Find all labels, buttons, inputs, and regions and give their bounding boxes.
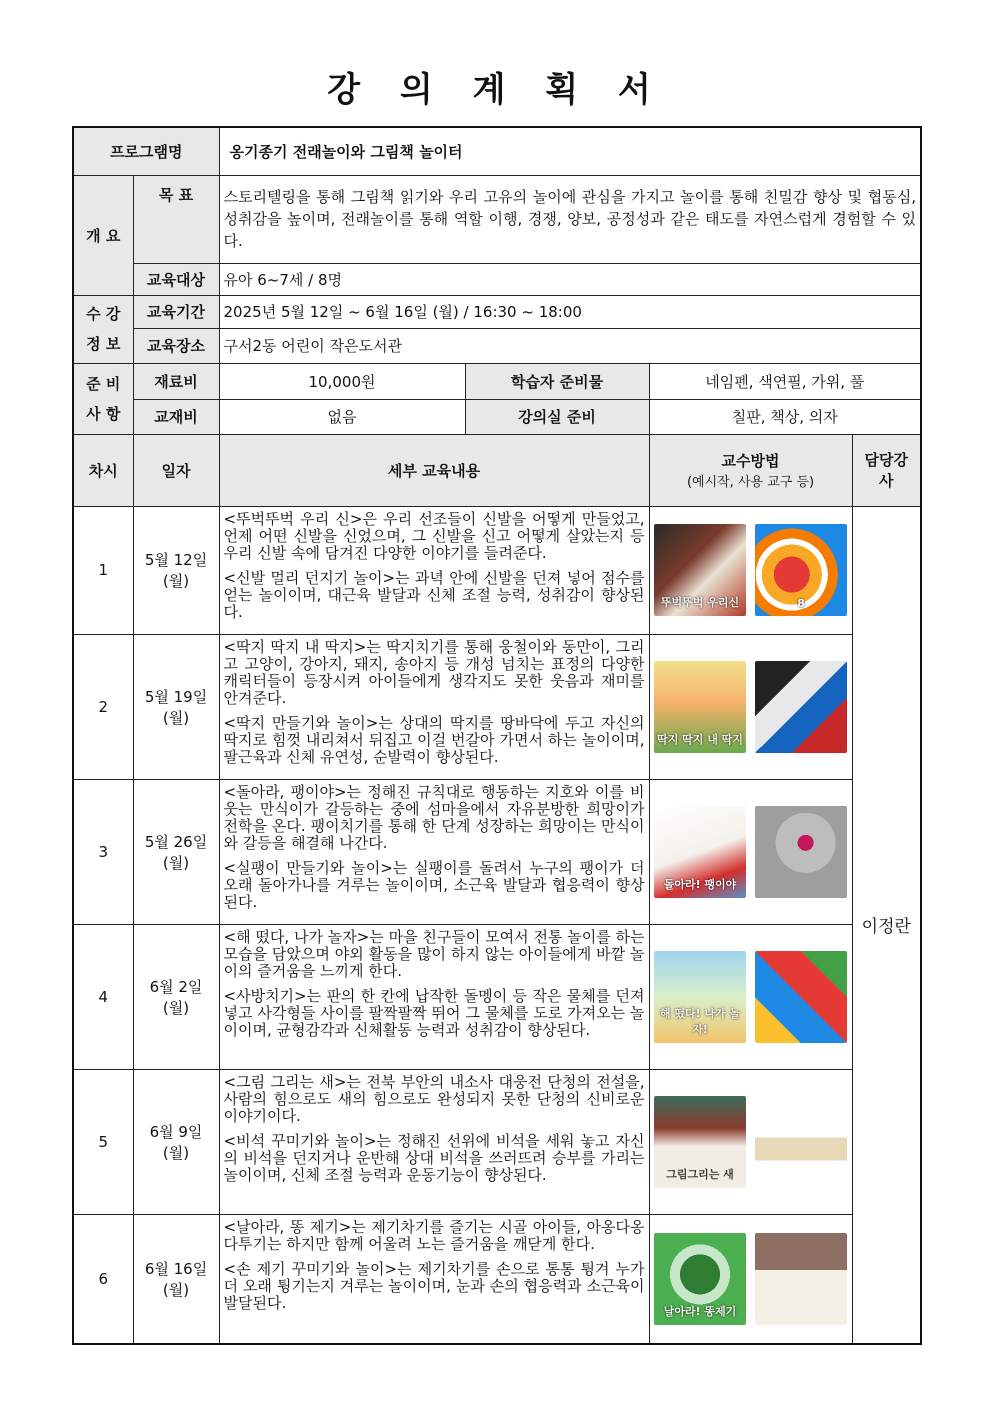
book-cover-image — [654, 1096, 746, 1188]
session-book-desc: <그림 그리는 새>는 전북 부안의 내소사 대웅전 단청의 전설을, 사람의 힘으로도 새의 힘으로도 완성되지 못한 단청의 신비로운 이야기이다. — [223, 1072, 645, 1125]
session-date-weekday: (월) — [162, 708, 190, 727]
session-header: 차시 — [73, 434, 133, 506]
session-book-desc: <해 떴다, 나가 놀자>는 마을 친구들이 모여서 전통 놀이를 하는 모습을 담았으며 야외 활동을 많이 하지 않는 아이들에게 바깥 놀이의 즐거움을 느끼게 한다. — [223, 927, 645, 980]
target-score-label: 8 — [797, 597, 805, 610]
session-row — [73, 1214, 921, 1344]
place-value: 구서2동 어린이 작은도서관 — [219, 328, 921, 363]
session-date-day: 6월 9일 — [149, 1122, 203, 1141]
session-activity-desc: <손 제기 꾸미기와 놀이>는 제기차기를 손으로 통통 튕겨 누가 더 오래 튕기는지 겨루는 놀이이며, 눈과 손의 협응력과 소근육이 발달된다. — [223, 1259, 645, 1312]
instructor-header-line1: 담당강 — [864, 451, 909, 469]
session-book-desc: <딱지 딱지 내 딱지>는 딱지치기를 통해 웅철이와 동만이, 그리고 고양이, 강아지, 돼지, 송아지 등 개성 넘치는 표정의 다양한 캐릭터들이 등장시켜 아이들에게 생각지도 못한 웃음과 재미를 안겨준다. — [223, 637, 645, 707]
page-title: 강 의 계 획 서 — [327, 70, 665, 110]
period-value: 2025년 5월 12일 ~ 6월 16일 (월) / 16:30 ~ 18:00 — [219, 295, 921, 328]
session-activity-desc: <신발 멀리 던지기 놀이>는 과녁 안에 신발을 던져 넣어 점수를 얻는 놀이이며, 대근육 발달과 신체 조절 능력, 성취감이 향상된다. — [223, 568, 645, 621]
session-book-desc: <날아라, 똥 제기>는 제기차기를 즐기는 시골 아이들, 아옹다옹 다투기는 하지만 함께 어울려 노는 즐거움을 깨닫게 한다. — [223, 1217, 645, 1253]
session-date-weekday: (월) — [162, 853, 190, 872]
prep-label-line1: 준 비 — [86, 374, 121, 393]
session-date-weekday: (월) — [162, 1280, 190, 1299]
book-cover-title: 돌아라! 팽이야 — [663, 877, 737, 891]
session-materials — [649, 924, 852, 1069]
period-label: 교육기간 — [133, 295, 219, 328]
goal-label: 목 표 — [133, 175, 219, 263]
textbook-fee-label: 교재비 — [133, 399, 219, 434]
spinning-top-image — [755, 806, 847, 898]
target-label: 교육대상 — [133, 263, 219, 295]
hand-jegi-image — [755, 1233, 847, 1325]
shoe-target-image — [755, 524, 847, 616]
method-header-note: (예시작, 사용 교구 등) — [686, 475, 815, 490]
target-value: 유아 6~7세 / 8명 — [219, 263, 921, 295]
course-info-label-line2: 정 보 — [86, 335, 121, 353]
session-materials — [649, 634, 852, 779]
content-header: 세부 교육내용 — [219, 434, 649, 506]
session-activity-desc: <사방치기>는 판의 한 칸에 납작한 돌멩이 등 작은 물체를 던져넣고 사각형들 사이를 팔짝팔짝 뛰어 그 물체를 도로 가져오는 놀이이며, 균형감각과 신체활동 능력과 성취감이 향상된다. — [223, 986, 645, 1039]
classroom-prep-label: 강의실 준비 — [465, 399, 649, 434]
session-date-day: 6월 16일 — [144, 1259, 208, 1278]
biseok-game-image — [755, 1096, 847, 1188]
session-activity-desc: <비석 꾸미기와 놀이>는 정해진 선위에 비석을 세워 놓고 자신의 비석을 던지거나 운반해 상대 비석을 쓰러뜨려 승부를 가리는 놀이이며, 신체 조절 능력과 운동기능이 향상된다. — [223, 1131, 645, 1184]
session-date-day: 5월 26일 — [144, 832, 208, 851]
session-content — [219, 1214, 649, 1344]
session-row — [73, 634, 921, 779]
course-info-label — [73, 295, 133, 363]
session-date-weekday: (월) — [162, 1143, 190, 1162]
book-cover-image — [654, 806, 746, 898]
material-fee-label: 재료비 — [133, 363, 219, 399]
method-header-title: 교수방법 — [721, 452, 780, 470]
session-content — [219, 634, 649, 779]
session-date-day: 6월 2일 — [149, 977, 203, 996]
session-number: 3 — [73, 779, 133, 924]
session-row — [73, 1069, 921, 1214]
place-label: 교육장소 — [133, 328, 219, 363]
session-date — [133, 634, 219, 779]
session-materials — [649, 1069, 852, 1214]
session-content — [219, 779, 649, 924]
book-cover-title: 해 떴다! 나가 놀자! — [659, 1006, 741, 1036]
textbook-fee-value: 없음 — [219, 399, 465, 434]
session-activity-desc: <딱지 만들기와 놀이>는 상대의 딱지를 땅바닥에 두고 자신의 딱지로 힘껏 내리쳐서 뒤집고 이걸 번갈아 가면서 하는 놀이이며, 팔근육과 신체 유연성, 순발력이 향상된다. — [223, 713, 645, 766]
method-header — [649, 434, 852, 506]
instructor-header-line2: 사 — [879, 472, 894, 490]
lecture-plan-table — [72, 126, 922, 1345]
book-cover-image — [654, 661, 746, 753]
book-cover-image — [654, 1233, 746, 1325]
session-date — [133, 506, 219, 634]
session-row — [73, 779, 921, 924]
session-number: 1 — [73, 506, 133, 634]
material-fee-value: 10,000원 — [219, 363, 465, 399]
instructor-name: 이정란 — [852, 506, 921, 1344]
overview-label: 개 요 — [73, 175, 133, 295]
session-materials — [649, 506, 852, 634]
date-header: 일자 — [133, 434, 219, 506]
program-label: 프로그램명 — [73, 127, 219, 175]
book-cover-image — [654, 951, 746, 1043]
course-info-label-line1: 수 강 — [86, 305, 121, 323]
session-book-desc: <돌아라, 팽이야>는 정해진 규칙대로 행동하는 지호와 이를 비웃는 만식이가 갈등하는 중에 섬마을에서 자유분방한 희망이가 전학을 온다. 팽이치기를 통해 한 단계 성장하는 희망이는 만식이와 갈등을 해결해 나간다. — [223, 782, 645, 852]
prep-label-line2: 사 항 — [86, 404, 121, 423]
session-date-weekday: (월) — [162, 998, 190, 1017]
session-date — [133, 1069, 219, 1214]
learner-prep-label: 학습자 준비물 — [465, 363, 649, 399]
instructor-header — [852, 434, 921, 506]
session-row — [73, 506, 921, 634]
book-cover-title: 그림그리는 새 — [666, 1167, 734, 1181]
book-cover-title: 날아라! 똥제기 — [663, 1304, 737, 1318]
book-cover-image — [654, 524, 746, 616]
book-cover-title: 뚜벅뚜벅 우리신 — [660, 596, 740, 609]
session-date — [133, 924, 219, 1069]
session-content — [219, 1069, 649, 1214]
session-number: 6 — [73, 1214, 133, 1344]
session-row — [73, 924, 921, 1069]
session-materials — [649, 779, 852, 924]
session-materials — [649, 1214, 852, 1344]
ddakji-craft-image — [755, 661, 847, 753]
session-number: 4 — [73, 924, 133, 1069]
learner-prep-value: 네임펜, 색연필, 가위, 풀 — [649, 363, 921, 399]
session-content — [219, 506, 649, 634]
goal-text: 스토리텔링을 통해 그림책 읽기와 우리 고유의 놀이에 관심을 가지고 놀이를 통해 친밀감 향상 및 협동심, 성취감을 높이며, 전래놀이를 통해 역할 이행, 경쟁, 양보, 공정성과 같은 태도를 자연스럽게 경험할 수 있다. — [219, 175, 921, 263]
session-book-desc: <뚜벅뚜벅 우리 신>은 우리 선조들이 신발을 어떻게 만들었고, 언제 어떤 신발을 신었으며, 그 신발을 신고 어떻게 살았는지 등 우리 신발 속에 담겨진 다양한 이야기를 들려준다. — [223, 509, 645, 562]
session-date-weekday: (월) — [162, 572, 190, 590]
prep-label — [73, 363, 133, 434]
session-date-day: 5월 12일 — [144, 551, 208, 569]
hopscotch-image — [755, 951, 847, 1043]
session-content — [219, 924, 649, 1069]
session-number: 5 — [73, 1069, 133, 1214]
classroom-prep-value: 칠판, 책상, 의자 — [649, 399, 921, 434]
session-date — [133, 779, 219, 924]
session-number: 2 — [73, 634, 133, 779]
session-date — [133, 1214, 219, 1344]
program-name: 옹기종기 전래놀이와 그림책 놀이터 — [219, 127, 921, 175]
session-date-day: 5월 19일 — [144, 687, 208, 706]
book-cover-title: 딱지 딱지 내 딱지 — [657, 732, 743, 746]
session-activity-desc: <실팽이 만들기와 놀이>는 실팽이를 돌려서 누구의 팽이가 더 오래 돌아가나를 겨루는 놀이이며, 소근육 발달과 협응력이 향상된다. — [223, 858, 645, 911]
